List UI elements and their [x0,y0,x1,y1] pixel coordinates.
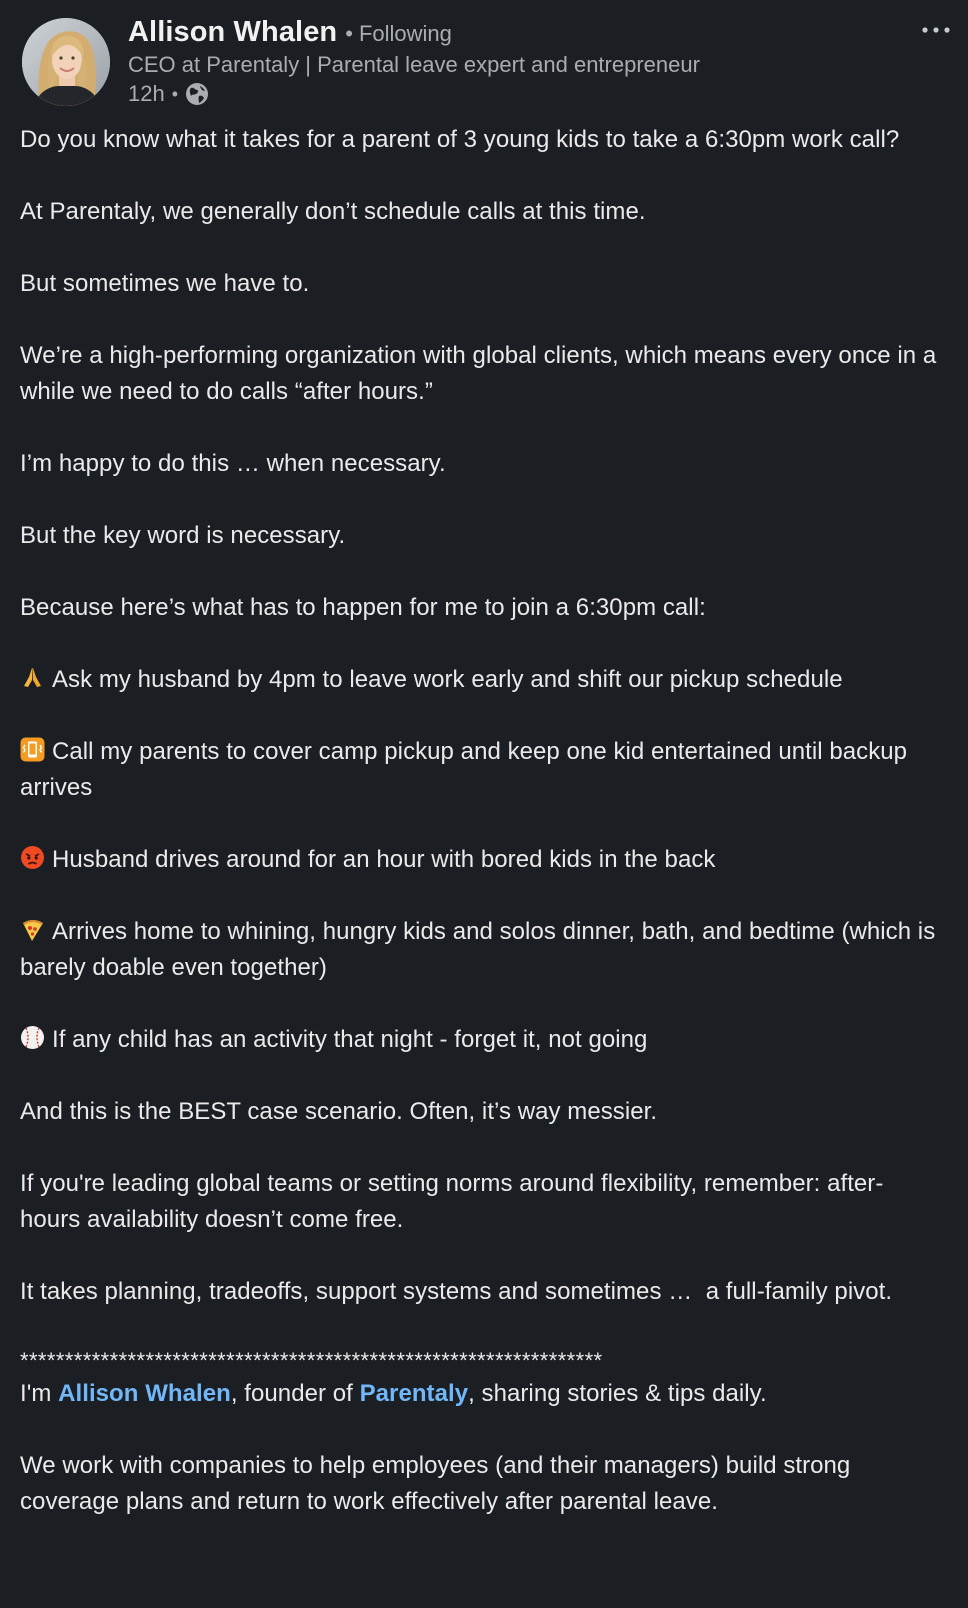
list-item [20,662,940,698]
post-paragraph: But sometimes we have to. [20,270,310,297]
separator-dot: • [171,83,179,104]
author-avatar[interactable] [22,18,110,106]
folded-hands-icon [20,665,45,690]
post-time[interactable]: 12h [128,81,165,106]
post-meta [128,80,209,108]
post-body [20,122,943,1556]
signature-suffix: , sharing stories & tips daily. [468,1380,767,1407]
mention-allison-whalen[interactable]: Allison Whalen [58,1380,231,1407]
list-item [20,842,940,878]
post-paragraph: If you're leading global teams or setting norms around flexibility, remember: after-hours availability doesn’t come free. [20,1170,884,1233]
avatar-photo [22,18,110,106]
post-paragraph: At Parentaly, we generally don’t schedule calls at this time. [20,198,646,225]
pizza-icon [20,917,45,942]
list-item-text: Husband drives around for an hour with bored kids in the back [52,846,716,873]
author-name[interactable]: Allison Whalen [128,16,338,48]
author-headline: CEO at Parentaly | Parental leave expert and entrepreneur [128,52,700,77]
angry-face-icon [20,845,45,870]
list-item [20,1022,940,1058]
separator-dot: • [345,21,353,46]
list-item-text: Ask my husband by 4pm to leave work early and shift our pickup schedule [52,666,843,693]
follow-status[interactable]: Following [358,21,452,46]
list-item-text: Call my parents to cover camp pickup and keep one kid entertained until backup arrives [20,738,914,801]
post-paragraph: Do you know what it takes for a parent of 3 young kids to take a 6:30pm work call? [20,126,900,153]
vibration-mode-icon [20,737,45,762]
post-paragraph: And this is the BEST case scenario. Often, it’s way messier. [20,1098,658,1125]
signature-middle: , founder of [230,1380,360,1407]
more-options-button[interactable] [918,18,954,42]
mention-parentaly[interactable]: Parentaly [359,1380,469,1407]
post-paragraph: It takes planning, tradeoffs, support systems and sometimes … a full-family pivot. [20,1278,893,1305]
author-name-row [128,16,452,52]
list-item-text: Arrives home to whining, hungry kids and solos dinner, bath, and bedtime (which is barely doable even together) [20,918,942,981]
asterisk-divider: ***************************************************************** [20,1348,603,1373]
list-item-text: If any child has an activity that night - forget it, not going [52,1026,648,1053]
baseball-icon [20,1025,45,1050]
post-paragraph: We’re a high-performing organization with global clients, which means every once in a while we need to do calls “after hours.” [20,342,943,405]
globe-icon [185,82,209,106]
post-paragraph: We work with companies to help employees (and their managers) build strong coverage plans and return to work effectively after parental leave. [20,1452,858,1515]
post-header [0,0,968,118]
signature-line [20,1376,940,1412]
more-options-icon [920,26,952,34]
list-item [20,734,940,806]
post-paragraph: Because here’s what has to happen for me to join a 6:30pm call: [20,594,706,621]
list-item [20,914,940,986]
post-paragraph: I’m happy to do this … when necessary. [20,450,446,477]
signature-prefix: I'm [20,1380,59,1407]
post-paragraph: But the key word is necessary. [20,522,346,549]
